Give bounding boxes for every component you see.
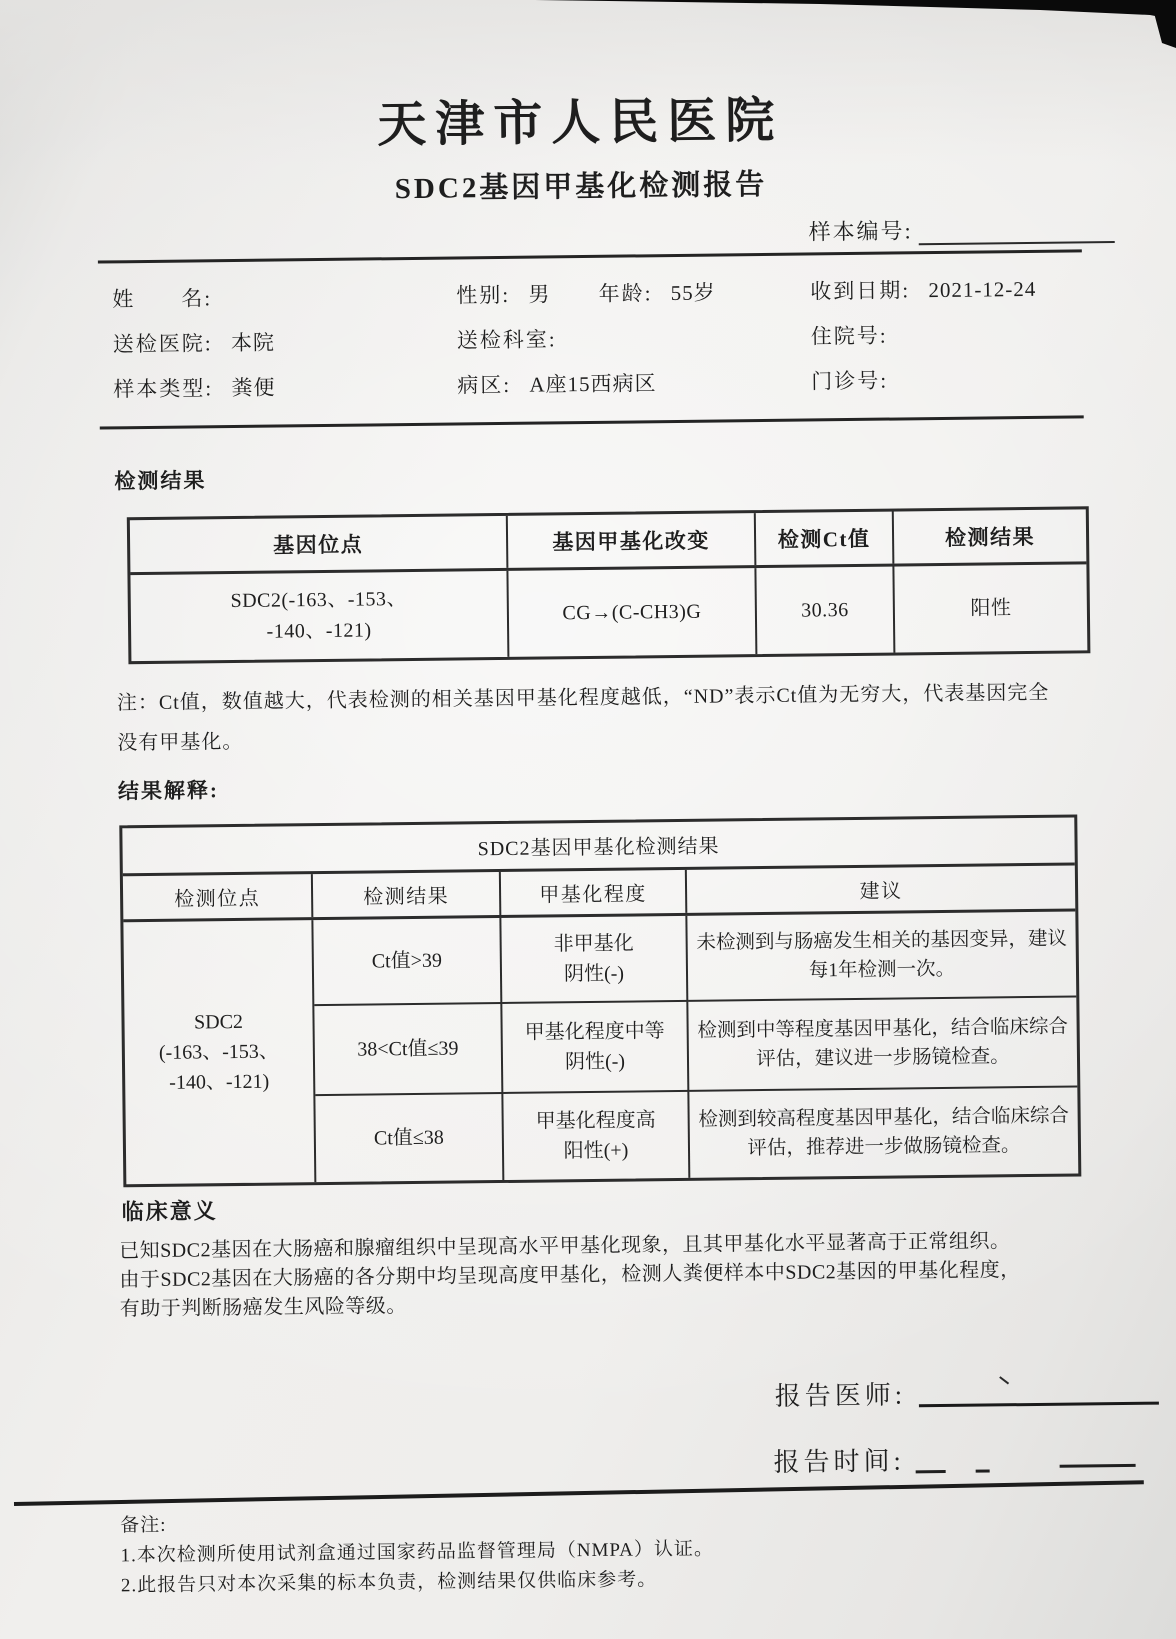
age-label: 年龄: xyxy=(598,280,653,306)
gender-age-field xyxy=(456,275,810,309)
interp-col-result: 检测结果 xyxy=(313,872,501,917)
clinical-text: 已知SDC2基因在大肠癌和腺瘤组织中呈现高水平甲基化现象，且其甲基化水平显著高于正常组织。 由于SDC2基因在大肠癌的各分期中均呈现高度甲基化，检测人粪便样本中SDC2基因的甲基化程度， 有助于判断肠癌发生风险等级。 xyxy=(118,1230,1021,1321)
name-label: 姓 名: xyxy=(112,285,213,311)
sample-number-blank xyxy=(919,219,1115,245)
results-heading: 检测结果 xyxy=(114,468,207,494)
interpretation-table xyxy=(119,814,1081,1187)
outpatient-no-field xyxy=(811,362,1083,395)
outpatient-no-label: 门诊号: xyxy=(811,368,889,393)
clinical-heading: 临床意义 xyxy=(121,1198,218,1225)
row3-degree-cell: 甲基化程度高 阳性(+) xyxy=(503,1092,690,1180)
gene-locus-cell: SDC2(-163、-153、 -140、-121) xyxy=(130,571,509,661)
inpatient-no-label: 住院号: xyxy=(810,323,888,348)
interp-col-site: 检测位点 xyxy=(123,874,313,919)
ct-value-cell: 30.36 xyxy=(756,567,895,655)
physician-signature-line xyxy=(919,1402,1159,1407)
physician-label: 报告医师: xyxy=(774,1380,907,1411)
interpretation-table-title: SDC2基因甲基化检测结果 xyxy=(122,817,1074,876)
results-col-ct-value: 检测Ct值 xyxy=(756,512,895,566)
row2-advice-cell: 检测到中等程度基因甲基化，结合临床综合 评估，建议进一步肠镜检查。 xyxy=(688,997,1077,1091)
hospital-title: 天津市人民医院 xyxy=(377,92,784,153)
age-value: 55岁 xyxy=(670,280,716,305)
send-hospital-label: 送检医院: xyxy=(112,330,213,356)
send-dept-field xyxy=(457,320,811,354)
remarks-block xyxy=(120,1500,1121,1601)
row1-ct-cell: Ct值>39 xyxy=(313,918,502,1006)
report-time-mark-3 xyxy=(1060,1464,1136,1467)
send-dept-label: 送检科室: xyxy=(456,326,557,352)
row3-advice-cell: 检测到较高程度基因甲基化，结合临床综合 评估，推荐进一步做肠镜检查。 xyxy=(698,1105,1070,1160)
ward-label: 病区: xyxy=(457,372,512,397)
report-time-mark-1 xyxy=(916,1470,946,1473)
results-col-methylation-change: 基因甲基化改变 xyxy=(508,513,757,568)
report-title: SDC2基因甲基化检测报告 xyxy=(394,168,768,206)
methylation-change-cell: CG→(C-CH3)G xyxy=(508,568,757,657)
sample-type-value: 粪便 xyxy=(231,375,276,400)
gender-value: 男 xyxy=(528,281,551,307)
received-date-field xyxy=(810,272,1082,305)
inpatient-no-field xyxy=(811,317,1083,350)
results-table xyxy=(127,506,1091,664)
send-hospital-value: 本院 xyxy=(230,330,276,355)
patient-info-section xyxy=(98,249,1084,429)
results-table-row xyxy=(130,564,1087,661)
row2-ct-cell: 38<Ct值≤39 xyxy=(314,1004,503,1096)
interp-col-advice: 建议 xyxy=(859,880,903,903)
row1-degree-cell: 非甲基化 阴性(-) xyxy=(501,916,688,1004)
site-cell: SDC2 (-163、-153、 -140、-121) xyxy=(123,920,316,1184)
remark-item-2: 2.此报告只对本次采集的标本负责，检测结果仅供临床参考。 xyxy=(120,1569,658,1597)
name-field xyxy=(112,279,456,313)
row3-ct-cell: Ct值≤38 xyxy=(315,1094,504,1182)
received-date-label: 收到日期: xyxy=(810,277,911,303)
row2-degree-cell: 甲基化程度中等 阴性(-) xyxy=(502,1002,689,1094)
results-col-gene-locus: 基因位点 xyxy=(130,516,509,572)
interpretation-heading: 结果解释: xyxy=(117,778,220,804)
received-date-value: 2021-12-24 xyxy=(928,276,1037,302)
report-time-label: 报告时间: xyxy=(773,1446,905,1477)
gender-label: 性别: xyxy=(456,282,511,307)
sample-number-label: 样本编号: xyxy=(808,218,913,245)
remarks-label: 备注: xyxy=(120,1514,167,1537)
report-time-mark-2 xyxy=(976,1469,990,1472)
result-cell: 阳性 xyxy=(970,596,1012,620)
pen-mark xyxy=(999,1376,1009,1384)
sample-type-field xyxy=(113,369,457,403)
ct-value-note: 注：Ct值，数值越大，代表检测的相关基因甲基化程度越低，“ND”表示Ct值为无穷大，代表基因完全 没有甲基化。 xyxy=(116,681,1050,755)
sample-type-label: 样本类型: xyxy=(113,375,214,401)
send-hospital-field xyxy=(113,324,457,358)
row1-advice-cell: 未检测到与肠癌发生相关的基因变异，建议 每1年检测一次。 xyxy=(687,911,1076,1001)
interp-col-degree: 甲基化程度 xyxy=(501,870,687,915)
results-col-result: 检测结果 xyxy=(944,524,1036,550)
ward-field xyxy=(457,365,811,399)
interpretation-table-body xyxy=(123,911,1078,1184)
remark-item-1: 1.本次检测所使用试剂盒通过国家药品监督管理局（NMPA）认证。 xyxy=(120,1538,715,1567)
ward-value: A座15西病区 xyxy=(529,370,657,397)
sample-number-row xyxy=(808,212,1114,246)
